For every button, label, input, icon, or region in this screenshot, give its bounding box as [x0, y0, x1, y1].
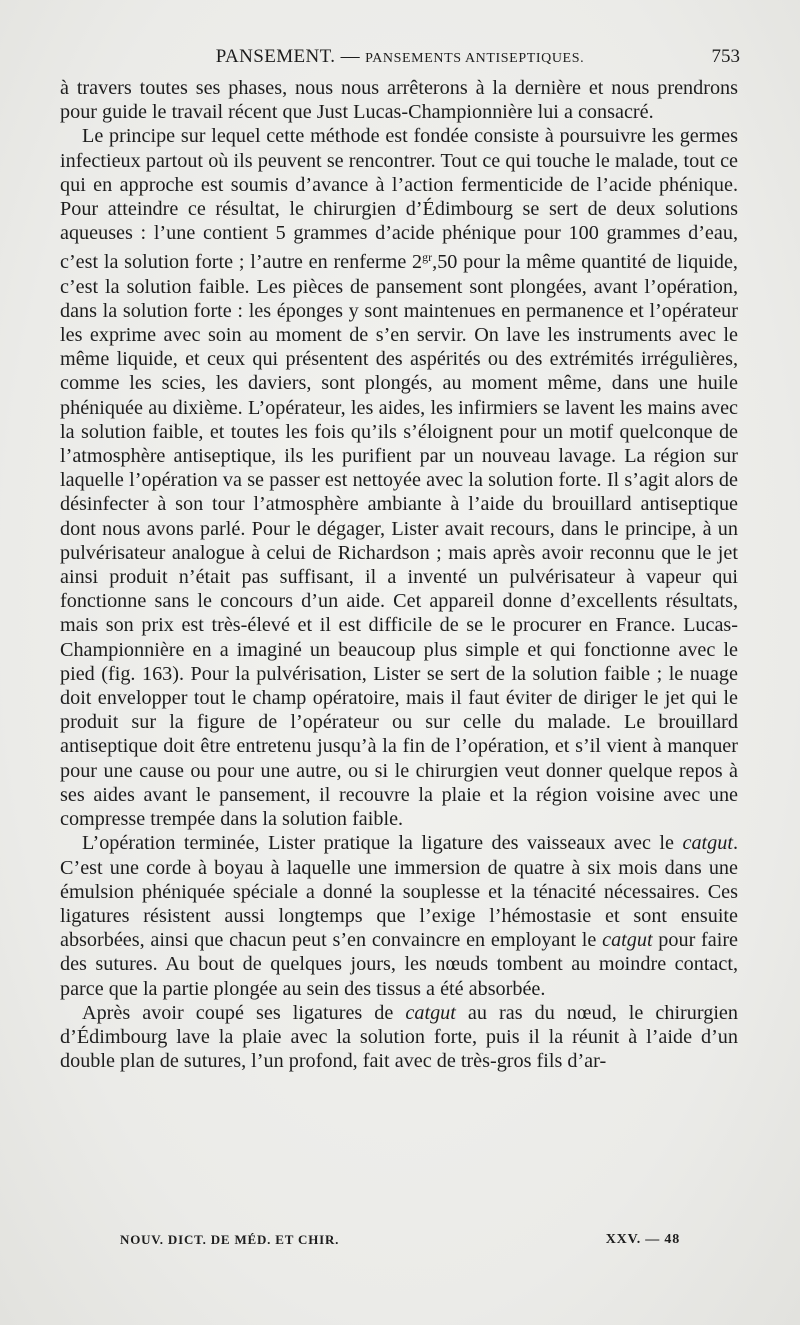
paragraph-ligature	[60, 831, 738, 1000]
page-number: 753	[711, 46, 740, 67]
footer-volume: XXV. — 48	[605, 1232, 680, 1247]
italic-term: catgut	[602, 929, 653, 952]
page-footer	[120, 1232, 680, 1252]
paragraph-method-principle	[60, 124, 738, 831]
paragraph-text: ,50 pour la même quantité de liquide, c’est la solution faible. Les pièces de pansement sont plongées, avant l’opération, dans la solution forte : les éponges y sont maintenues en permanence et l’opérateur les exprime avec soin au moment de s’en servir. On lave les instruments avec le même liquide, et ceux qui présentent des aspérités ou des extrémités irrégulières, comme les scies, les daviers, sont plongés, au moment même, dans une huile phéniquée au dixième. L’opérateur, les aides, les infirmiers se lavent les mains avec la solution faible, et toutes les fois qu’ils s’éloignent pour un motif quelconque de l’atmosphère antiseptique, ils les purifient par un nouveau lavage. La région sur laquelle l’opération va se passer est nettoyée avec la solution forte. Il s’agit alors de désinfecter à son tour l’atmosphère ambiante à l’aide du brouillard antiseptique dont nous avons parlé. Pour le dégager, Lister avait recours, dans le principe, à un pulvérisateur analogue à celui de Richardson ; mais après avoir reconnu que le jet ainsi produit n’était pas suffisant, il a inventé un pulvérisateur à vapeur qui fonctionne sans le concours d’un aide. Cet appareil donne d’excellents résultats, mais son prix est très-élevé et il est difficile de se le procurer en France. Lucas-Championnière en a imaginé un beaucoup plus simple et qui fonctionne avec le pied (fig. 163). Pour la pulvérisation, Lister se sert de la solution faible ; le nuage doit envelopper tout le champ opératoire, mais il faut éviter de diriger le jet qui le produit sur la figure de l’opérateur ou sur celle du malade. Le brouillard antiseptique doit être entretenu jusqu’à la fin de l’opération, et s’il vient à manquer pour une cause ou pour une autre, ou si le chirurgien veut donner quelque repos à ses aides avant le pansement, il recouvre la plaie et la région voisine avec une compresse trempée dans la solution faible.	[60, 251, 738, 831]
footer-signature: NOUV. DICT. DE MÉD. ET CHIR.	[120, 1232, 340, 1247]
paragraph-text: au ras du nœud, le chirurgien d’Édimbourg lave la plaie avec la solution forte, puis il la réunit à l’aide d’un double plan de sutures, l’un profond, fait avec de très-gros fils d’ar-	[60, 1001, 738, 1073]
paragraph-text: L’opération terminée, Lister pratique la ligature des vaisseaux avec le	[82, 832, 683, 855]
header-title: PANSEMENT.	[215, 46, 336, 67]
paragraph-text: pour faire des sutures. Au bout de quelques jours, les nœuds tombent au moindre contact, parce que la partie plongée au sein des tissus a été absorbée.	[60, 929, 739, 1000]
header-dash: —	[340, 46, 360, 67]
running-head	[60, 46, 740, 72]
italic-term: catgut	[405, 1001, 456, 1024]
paragraph-text: . C’est une corde à boyau à laquelle une immersion de quatre à six mois dans une émulsion phéniquée spéciale a donné la souplesse et la ténacité nécessaires. Ces ligatures résistent aussi longtemps que l’exige l’hémostasie et sont ensuite absorbées, ainsi que chacun peut s’en convaincre en employant le	[60, 832, 738, 952]
paragraph-sutures	[60, 1001, 738, 1074]
running-head-title	[60, 46, 740, 68]
header-subtitle: PANSEMENTS ANTISEPTIQUES.	[365, 51, 585, 66]
paragraph-text: Le principe sur lequel cette méthode est fondée consiste à poursuivre les germes infectieux partout où ils peuvent se rencontrer. Tout ce qui touche le malade, tout ce qui en approche est soumis d’avance à l’action fermenticide de l’acide phénique. Pour atteindre ce résultat, le chirurgien d’Édimbourg se sert de deux solutions aqueuses : l’une contient 5 grammes d’acide phénique pour 100 grammes d’eau, c’est la solution forte ; l’autre en renferme 2	[60, 125, 738, 274]
italic-term: catgut	[682, 832, 733, 855]
paragraph-continuation: à travers toutes ses phases, nous nous arrêterons à la dernière et nous prendrons pour guide le travail récent que Just Lucas-Championnière lui a consacré.	[60, 77, 738, 124]
superscript-unit: gr	[422, 250, 433, 265]
body-text	[60, 76, 738, 1073]
paragraph-text: Après avoir coupé ses ligatures de	[82, 1001, 406, 1024]
